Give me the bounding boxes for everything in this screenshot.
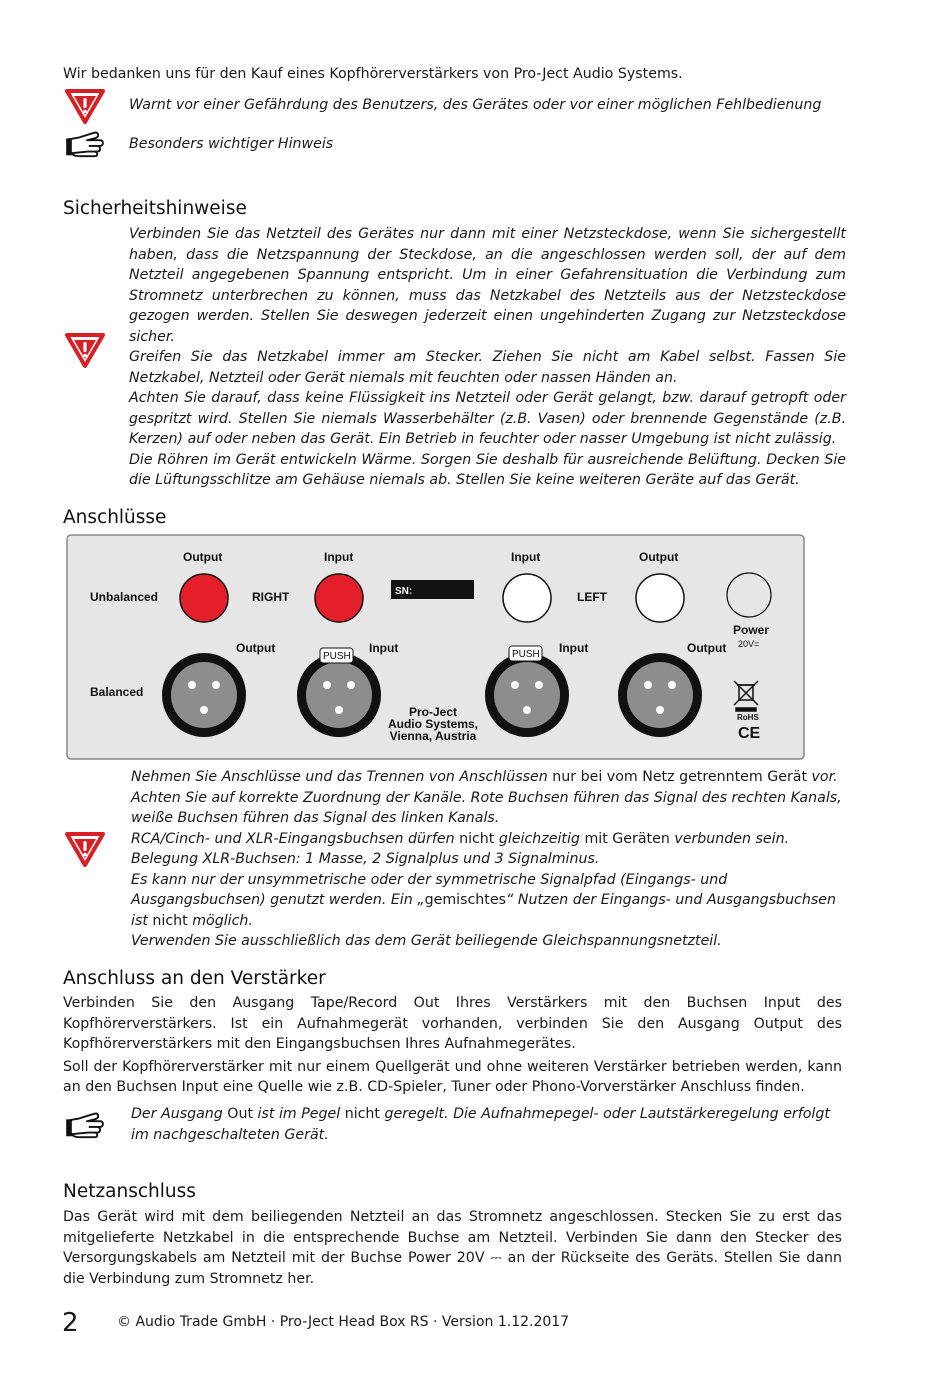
rca-output-left-jack: [636, 574, 684, 622]
output-label: Output: [236, 641, 276, 655]
connections-note: Achten Sie auf korrekte Zuordnung der Kanäle. Rote Buchsen führen das Signal des rechten Kanals, weiße Buchsen führen das Signal des linken Kanals.: [131, 789, 842, 826]
page-number: 2: [62, 1308, 79, 1338]
right-channel-label: RIGHT: [252, 590, 290, 604]
safety-paragraph: Greifen Sie das Netzkabel immer am Stecker. Ziehen Sie nicht am Kabel selbst. Fassen Sie Netzkabel, Netzteil oder Gerät niemals mit feuchten oder nassen Händen an.: [129, 349, 846, 386]
amp-paragraph: Soll der Kopfhörerverstärker mit nur einem Quellgerät und ohne weiteren Verstärker betrieben werden, kann an den Buchsen Input eine Quelle wie z.B. CD-Spieler, Tuner oder Phono-Vorverstärker Anschluss finden.: [63, 1058, 842, 1095]
warning-triangle-icon: [65, 332, 105, 368]
pointing-hand-icon: [65, 1109, 105, 1141]
safety-paragraph: Verbinden Sie das Netzteil des Gerätes nur dann mit einer Netzsteckdose, wenn Sie sichergestellt haben, dass die Netzspannung der Steckdose, an die angeschlossen werden soll, der auf dem Netzteil angegebenen Spannung entspricht. Um in einer Gefahrensituation die Verbindung zum Stromnetz unterbrechen zu können, muss das Netzkabel des Netzteils aus der Netzsteckdose gezogen werden. Stellen Sie deswegen jederzeit einen ungehinderten Zugang zur Netzsteckdose sicher.: [129, 226, 846, 345]
pointing-hand-icon: [65, 128, 105, 160]
connections-heading: Anschlüsse: [63, 507, 167, 528]
safety-text-block: [129, 224, 846, 491]
input-label: Input: [511, 550, 541, 564]
legend-warning-text: Warnt vor einer Gefährdung des Benutzers, des Gerätes oder vor einer möglichen Fehlbedienung: [129, 97, 822, 113]
output-label: Output: [183, 550, 223, 564]
legend-note-text: Besonders wichtiger Hinweis: [129, 136, 334, 152]
connections-note: Belegung XLR-Buchsen: 1 Masse, 2 Signalplus und 3 Signalminus.: [131, 851, 600, 867]
warning-triangle-icon: [65, 88, 105, 124]
intro-thanks: Wir bedanken uns für den Kauf eines Kopfhörerverstärkers von Pro-Ject Audio Systems.: [63, 66, 683, 82]
rca-output-right-jack: [180, 574, 228, 622]
warning-triangle-icon: [65, 831, 105, 867]
safety-heading: Sicherheitshinweise: [63, 198, 247, 219]
power-socket: [727, 573, 771, 617]
input-label: Input: [559, 641, 589, 655]
connections-note: Nehmen Sie Anschlüsse und das Trennen von Anschlüssen nur bei vom Netz getrenntem Gerät vor.: [131, 769, 838, 785]
safety-paragraph: Die Röhren im Gerät entwickeln Wärme. Sorgen Sie deshalb für ausreichende Belüftung. Decken Sie die Lüftungsschlitze am Gehäuse niemals ab. Stellen Sie keine weiteren Geräte auf das Gerät.: [129, 451, 846, 488]
connections-note: Verwenden Sie ausschließlich das dem Gerät beiliegende Gleichspannungsnetzteil.: [131, 933, 722, 949]
rca-input-left-jack: [503, 574, 551, 622]
rca-input-right-jack: [315, 574, 363, 622]
amp-text-block: [63, 993, 842, 1098]
balanced-label: Balanced: [90, 685, 144, 699]
output-label: Output: [639, 550, 679, 564]
push-label: PUSH: [323, 651, 351, 662]
brand-location: Vienna, Austria: [389, 729, 477, 743]
brand-name: Pro-Ject: [408, 705, 458, 719]
connections-notes: [131, 767, 847, 952]
safety-paragraph: Achten Sie darauf, dass keine Flüssigkeit ins Netzteil oder Gerät gelangt, bzw. darauf getropft oder gespritzt wird. Stellen Sie niemals Wasserbehälter (z.B. Vasen) oder brennende Gegenstände (z.B. Kerzen) auf oder neben das Gerät. Ein Betrieb in feuchter oder nasser Umgebung ist nicht zulässig.: [129, 390, 846, 447]
amp-heading: Anschluss an den Verstärker: [63, 968, 326, 989]
serial-number-label: SN:: [395, 586, 413, 597]
rear-panel-diagram: [66, 534, 805, 760]
xlr-output-left-connector: [618, 653, 702, 737]
brand-company: Audio Systems,: [387, 717, 479, 731]
amp-paragraph: Verbinden Sie den Ausgang Tape/Record Out Ihres Verstärkers mit den Buchsen Input des Kopfhörerverstärkers. Ist ein Aufnahmegerät vorhanden, verbinden Sie den Ausgang Output des Kopfhörerverstärkers mit den Eingangsbuchsen Ihres Aufnahmegerätes.: [63, 995, 842, 1052]
unbalanced-label: Unbalanced: [90, 590, 159, 604]
power-spec-label: 20V=: [738, 639, 760, 649]
xlr-output-right-connector: [162, 653, 246, 737]
input-label: Input: [369, 641, 399, 655]
left-channel-label: LEFT: [577, 590, 607, 604]
input-label: Input: [324, 550, 354, 564]
power-label: Power: [733, 623, 770, 637]
ce-mark: CE: [738, 725, 761, 742]
output-label: Output: [687, 641, 727, 655]
mains-paragraph: Das Gerät wird mit dem beiliegenden Netzteil an das Stromnetz angeschlossen. Stecken Sie zu erst das mitgelieferte Netzkabel in die entsprechende Buchse am Netzteil. Verbinden Sie dann den Stecker des Versorgungskabels am Netzteil mit der Buchse Power 20V ⎓ an der Rückseite des Geräts. Stellen Sie dann die Verbindung zum Stromnetz her.: [63, 1209, 842, 1287]
mains-heading: Netzanschluss: [63, 1181, 196, 1202]
connections-note: Es kann nur der unsymmetrische oder der symmetrische Signalpfad (Eingangs- und Ausgangsbuchsen) genutzt werden. Ein „gemischtes“ Nutzen der Eingangs- und Ausgangsbuchsen ist nicht möglich.: [131, 871, 836, 929]
push-label: PUSH: [512, 649, 540, 660]
footer-text: © Audio Trade GmbH · Pro-Ject Head Box RS · Version 1.12.2017: [117, 1314, 570, 1330]
rohs-label: RoHS: [737, 713, 759, 722]
amp-note: Der Ausgang Out ist im Pegel nicht geregelt. Die Aufnahmepegel- oder Lautstärkeregelung erfolgt im nachgeschalteten Gerät.: [131, 1106, 830, 1143]
connections-note: RCA/Cinch- und XLR-Eingangsbuchsen dürfen nicht gleichzeitig mit Geräten verbunden sein.: [131, 830, 790, 847]
